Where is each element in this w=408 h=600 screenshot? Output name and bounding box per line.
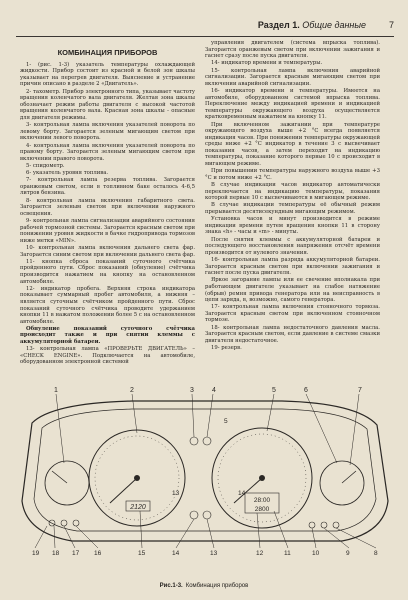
callout-17: 17	[72, 550, 80, 557]
page-header	[0, 20, 408, 34]
left_column-paragraph: 9- контрольная лампа сигнализации аварийного состояния рабочей тормозной системы. Загорается красным светом при понижении уровня жидкости в бачке гидропривода тормозов ниже метки «MIN».	[20, 218, 195, 244]
odometer-display: 2120	[130, 504, 146, 511]
callout-11: 11	[284, 550, 291, 557]
left_column-paragraph: 5- спидометр.	[26, 162, 65, 169]
warning-lamps	[49, 437, 339, 528]
left_column-paragraph: 11- кнопка сброса показаний суточного счётчика пройденного пути. Сброс показаний (обнуление) счётчика производится нажатием на кнопку на остановленном автомобиле.	[20, 258, 195, 285]
bottom-callouts	[32, 511, 378, 557]
mid-callouts	[172, 418, 246, 497]
instrument-cluster-drawing	[12, 383, 396, 568]
right_column-paragraph: В случае индикации температуры её обычный режим прерывается десятисекундным мигающим режимом.	[205, 202, 380, 215]
right_column-paragraph: Установка часов и минут производится в режиме индикации времени путем вращения кнопки 11 в сторону знака «h» - часы и «m» - минуты.	[205, 216, 380, 236]
figure-caption	[0, 583, 408, 589]
left_column-paragraph: 1- (рис. 1-3) указатель температуры охлаждающей жидкости. Прибор состоит из красной и белой зон шкалы указывает на перегрев двигателя. Выяснение и устранение причин описано в разделе 2 «Двигатель».	[20, 61, 195, 88]
callout-9: 9	[346, 550, 350, 557]
callout-7: 7	[358, 387, 362, 394]
callout-3: 3	[190, 387, 194, 394]
page-number: 7	[388, 20, 394, 30]
caption-text: Комбинация приборов	[185, 583, 249, 589]
left_column-paragraph: 6- указатель уровня топлива.	[26, 170, 109, 177]
left-column	[20, 50, 195, 367]
tachometer	[89, 430, 185, 526]
right_column-paragraph: Яркое загорание лампы или ее свечение вполнакала при работающем двигателе указывает на слабое натяжение (обрыв) ремня привода генератора или на неисправность в цепи заряда, в, возможно, самого генератора.	[205, 277, 380, 304]
callout-6: 6	[304, 387, 308, 394]
callout-2: 2	[130, 387, 134, 394]
right_column-paragraph: 16- индикатор времени и температуры. Имеется на автомобиле, оборудованном системой впрыска топлива. Переключение между индикацией времени и индикацией температуры окружающего воздуха осуществляется кратковременным нажатием на кнопку 11.	[205, 87, 380, 121]
callout-4: 4	[212, 387, 216, 394]
section-title: Раздел 1. Общие данные	[257, 20, 366, 30]
left_column-paragraph: 13- контрольная лампа «ПРОВЕРЬТЕ ДВИГАТЕЛЬ» – «CHECK ENGINE». Подключается на автомобиле, оборудованном электронной системой	[20, 346, 195, 366]
left_column-paragraph: 2- тахометр. Прибор электронного типа, указывает частоту вращения коленчатого вала двигателя. Желтая зона шкалы обозначает режим работы двигателя с высокой частотой вращения коленчатого вала. Красная зона шкалы - опасные для двигателя режимы.	[20, 88, 195, 121]
left_column-paragraph: 12- индикатор пробега. Верхняя строка индикатора показывает суммарный пробег автомобиля, а нижняя – является суточным счётчиком пройденного пути. Сброс показаний суточного счётчика проводите удержанием кнопки 11 в нажатом положении более 5 с на остановленном автомобиле.	[20, 285, 195, 325]
right_column-paragraph: управления двигателем (система впрыска топлива). Загорается оранжевым светом при включении зажигания и гаснет сразу после пуска двигателя.	[205, 40, 380, 60]
callout-14-mid: 14	[238, 490, 246, 497]
left_column-paragraph: 8- контрольная лампа включения габаритного света. Загорается зеленым светом при включении наружного освещения.	[20, 197, 195, 217]
right_column-paragraph: После снятия клеммы с аккумуляторной батареи и последующего восстановления напряжения отсчёт времени производится от нулевого значения.	[205, 236, 380, 256]
right_column-paragraph: При включенном зажигании при температуре окружающего воздуха выше +2 °С всегда появляется индикация часов. При понижении температуры окружающей среды ниже +2 °С индикатор в течение 3 с высвечивает показания часов, а затем переходит на индикацию температуры, показание которого первые 10 с происходит в мигающем режиме.	[205, 121, 380, 168]
right_column-paragraph: 14- индикатор времени и температуры.	[211, 60, 323, 67]
right_column-paragraph: 17- контрольная лампа включения стояночного тормоза. Загорается красным светом при включенном стояночном тормозе.	[205, 304, 380, 324]
left-paragraphs	[20, 62, 195, 366]
callout-5: 5	[272, 387, 276, 394]
callout-8: 8	[374, 550, 378, 557]
right_column-paragraph: 18- контрольная лампа недостаточного давления масла. Загорается красным светом, если давление в системе смазки двигателя недостаточное.	[205, 324, 380, 344]
left_column-paragraph: 7- контрольная лампа резерва топлива. Загорается оранжевым светом, если в топливном баке осталось 4-6,5 литров бензина.	[20, 177, 195, 197]
right_column-paragraph: В случае индикации часов индикатор автоматически переключается на индикацию температуры, показания которой первые 10 с высвечиваются в мигающем режиме.	[205, 182, 380, 202]
clock-display-bottom: 2800	[254, 506, 270, 513]
callout-18: 18	[52, 550, 60, 557]
right-paragraphs	[205, 40, 380, 352]
right_column-paragraph: 16- контрольная лампа разряда аккумуляторной батареи. Загорается красным светом при включении зажигания и гаснет после пуска двигателя.	[205, 256, 380, 277]
header-rule	[16, 36, 394, 37]
left_column-paragraph: Обнуление показаний суточного счётчика происходит также и при снятии клеммы с аккумуляторной батареи.	[20, 325, 195, 346]
caption-label: Рис.1-3.	[159, 583, 183, 589]
callout-13-mid: 13	[172, 490, 180, 497]
top-callouts	[54, 387, 362, 465]
callout-14: 14	[172, 550, 180, 557]
clock-display-top: 28:00	[253, 497, 271, 504]
callout-10: 10	[312, 550, 320, 557]
speedometer	[212, 428, 312, 528]
callout-12: 12	[256, 550, 264, 557]
right_column-paragraph: 19- резерв.	[211, 345, 242, 352]
temperature-gauge	[45, 461, 89, 505]
callout-15: 15	[138, 550, 146, 557]
instrument-cluster-figure	[12, 383, 396, 568]
right_column-paragraph: 15- контрольная лампа включения аварийной сигнализации. Загорается красным мигающим светом при включении аварийной сигнализации.	[205, 67, 380, 87]
fuel-gauge	[320, 461, 364, 505]
left_column-paragraph: 3- контрольная лампа включения указателей поворота по левому борту. Загорается зеленым мигающим светом при включении левого поворота.	[20, 122, 195, 142]
article-title: КОМБИНАЦИЯ ПРИБОРОВ	[57, 48, 158, 57]
right-column	[205, 40, 380, 352]
callout-5-mid: 5	[224, 418, 228, 425]
left_column-paragraph: 10- контрольная лампа включения дальнего света фар. Загорается синим светом при включении дальнего света фар.	[20, 244, 195, 258]
callout-19: 19	[32, 550, 40, 557]
left_column-paragraph: 4- контрольная лампа включения указателей поворота по правому борту. Загорается зеленым мигающим светом при включении правого поворота.	[20, 142, 195, 162]
callout-1: 1	[54, 387, 58, 394]
section-subtitle: Общие данные	[302, 20, 366, 30]
callout-16: 16	[94, 550, 102, 557]
right_column-paragraph: При повышении температуры наружного воздуха выше +3 °С и потом ниже +2 °С.	[205, 168, 380, 181]
callout-13: 13	[210, 550, 218, 557]
